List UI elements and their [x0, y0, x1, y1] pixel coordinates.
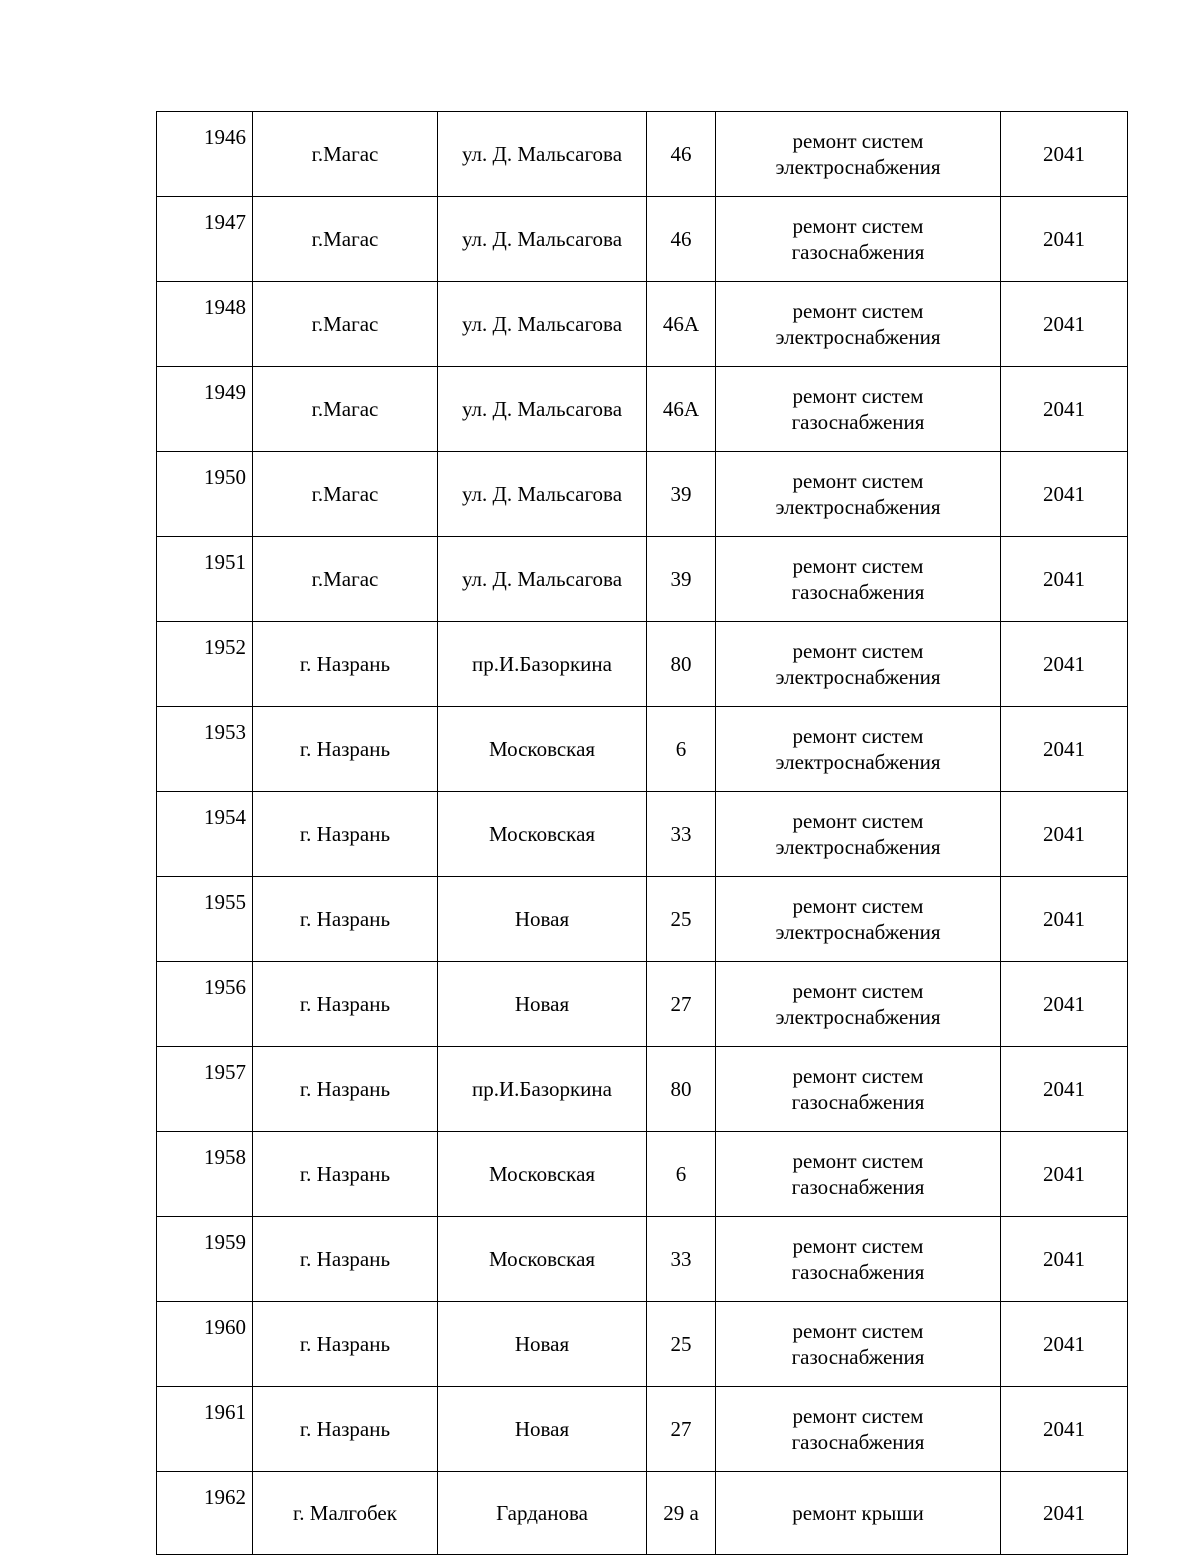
house-number-cell: 33	[647, 792, 716, 877]
table-row	[157, 1047, 1128, 1132]
city-cell: г. Назрань	[253, 1047, 438, 1132]
street-cell: Московская	[438, 707, 647, 792]
work-type-cell	[716, 112, 1001, 197]
street-cell: Новая	[438, 962, 647, 1047]
house-number-cell: 46А	[647, 282, 716, 367]
city-cell: г. Назрань	[253, 1302, 438, 1387]
work-type-cell	[716, 367, 1001, 452]
row-number-cell: 1953	[157, 707, 253, 792]
house-number-cell: 33	[647, 1217, 716, 1302]
street-cell: Московская	[438, 1217, 647, 1302]
row-number-cell: 1956	[157, 962, 253, 1047]
repair-schedule-table	[156, 111, 1128, 1555]
table-row	[157, 877, 1128, 962]
house-number-cell: 27	[647, 962, 716, 1047]
year-cell: 2041	[1001, 367, 1128, 452]
work-type-line: электроснабжения	[775, 750, 941, 774]
table-row	[157, 1387, 1128, 1472]
city-cell: г. Назрань	[253, 962, 438, 1047]
year-cell: 2041	[1001, 877, 1128, 962]
city-cell: г.Магас	[253, 282, 438, 367]
row-number-cell: 1961	[157, 1387, 253, 1472]
house-number-cell: 27	[647, 1387, 716, 1472]
work-type-line: ремонт систем	[792, 214, 924, 238]
work-type-line: газоснабжения	[791, 1345, 925, 1369]
work-type-cell	[716, 452, 1001, 537]
row-number-cell: 1949	[157, 367, 253, 452]
street-cell: ул. Д. Мальсагова	[438, 452, 647, 537]
work-type-cell	[716, 1472, 1001, 1555]
house-number-cell: 6	[647, 707, 716, 792]
work-type-line: ремонт систем	[792, 469, 924, 493]
work-type-line: электроснабжения	[775, 495, 941, 519]
city-cell: г. Назрань	[253, 877, 438, 962]
house-number-cell: 25	[647, 1302, 716, 1387]
work-type-cell	[716, 1047, 1001, 1132]
work-type-line: газоснабжения	[791, 410, 925, 434]
table-row	[157, 792, 1128, 877]
work-type-line: электроснабжения	[775, 325, 941, 349]
work-type-line: ремонт систем	[792, 1234, 924, 1258]
year-cell: 2041	[1001, 1047, 1128, 1132]
work-type-line: ремонт систем	[792, 809, 924, 833]
work-type-line: электроснабжения	[775, 155, 941, 179]
work-type-line: ремонт систем	[792, 554, 924, 578]
table-row	[157, 112, 1128, 197]
year-cell: 2041	[1001, 1132, 1128, 1217]
work-type-line: электроснабжения	[775, 665, 941, 689]
work-type-line: ремонт систем	[792, 384, 924, 408]
house-number-cell: 25	[647, 877, 716, 962]
work-type-line: ремонт систем	[792, 1319, 924, 1343]
work-type-line: ремонт систем	[792, 979, 924, 1003]
year-cell: 2041	[1001, 1302, 1128, 1387]
year-cell: 2041	[1001, 622, 1128, 707]
work-type-line: газоснабжения	[791, 1260, 925, 1284]
work-type-line: газоснабжения	[791, 240, 925, 264]
house-number-cell: 39	[647, 537, 716, 622]
city-cell: г. Назрань	[253, 792, 438, 877]
table-row	[157, 707, 1128, 792]
work-type-cell	[716, 1387, 1001, 1472]
house-number-cell: 39	[647, 452, 716, 537]
year-cell: 2041	[1001, 282, 1128, 367]
row-number-cell: 1951	[157, 537, 253, 622]
city-cell: г. Назрань	[253, 1132, 438, 1217]
work-type-line: газоснабжения	[791, 1430, 925, 1454]
house-number-cell: 6	[647, 1132, 716, 1217]
work-type-line: ремонт систем	[792, 1149, 924, 1173]
work-type-line: газоснабжения	[791, 580, 925, 604]
work-type-line: ремонт систем	[792, 1404, 924, 1428]
work-type-cell	[716, 962, 1001, 1047]
work-type-line: газоснабжения	[791, 1175, 925, 1199]
table-row	[157, 1472, 1128, 1555]
street-cell: Новая	[438, 1302, 647, 1387]
year-cell: 2041	[1001, 792, 1128, 877]
city-cell: г. Назрань	[253, 1217, 438, 1302]
house-number-cell: 46	[647, 197, 716, 282]
year-cell: 2041	[1001, 1472, 1128, 1555]
street-cell: Новая	[438, 877, 647, 962]
street-cell: Новая	[438, 1387, 647, 1472]
work-type-cell	[716, 197, 1001, 282]
table-row	[157, 962, 1128, 1047]
table-row	[157, 197, 1128, 282]
work-type-cell	[716, 792, 1001, 877]
work-type-line: ремонт систем	[792, 129, 924, 153]
street-cell: Московская	[438, 1132, 647, 1217]
row-number-cell: 1954	[157, 792, 253, 877]
work-type-cell	[716, 707, 1001, 792]
table-row	[157, 452, 1128, 537]
street-cell: пр.И.Базоркина	[438, 622, 647, 707]
row-number-cell: 1952	[157, 622, 253, 707]
row-number-cell: 1946	[157, 112, 253, 197]
house-number-cell: 46А	[647, 367, 716, 452]
street-cell: Московская	[438, 792, 647, 877]
work-type-cell	[716, 877, 1001, 962]
row-number-cell: 1959	[157, 1217, 253, 1302]
year-cell: 2041	[1001, 1387, 1128, 1472]
table-row	[157, 622, 1128, 707]
work-type-line: электроснабжения	[775, 920, 941, 944]
work-type-line: электроснабжения	[775, 835, 941, 859]
street-cell: ул. Д. Мальсагова	[438, 537, 647, 622]
work-type-line: ремонт систем	[792, 1064, 924, 1088]
year-cell: 2041	[1001, 1217, 1128, 1302]
year-cell: 2041	[1001, 707, 1128, 792]
row-number-cell: 1950	[157, 452, 253, 537]
work-type-line: ремонт систем	[792, 724, 924, 748]
work-type-cell	[716, 1302, 1001, 1387]
house-number-cell: 46	[647, 112, 716, 197]
city-cell: г.Магас	[253, 367, 438, 452]
work-type-line: ремонт систем	[792, 639, 924, 663]
table-row	[157, 537, 1128, 622]
work-type-cell	[716, 1132, 1001, 1217]
city-cell: г.Магас	[253, 452, 438, 537]
year-cell: 2041	[1001, 197, 1128, 282]
city-cell: г.Магас	[253, 537, 438, 622]
row-number-cell: 1958	[157, 1132, 253, 1217]
street-cell: ул. Д. Мальсагова	[438, 282, 647, 367]
table-row	[157, 282, 1128, 367]
city-cell: г.Магас	[253, 112, 438, 197]
table-row	[157, 1217, 1128, 1302]
street-cell: ул. Д. Мальсагова	[438, 367, 647, 452]
city-cell: г. Назрань	[253, 707, 438, 792]
city-cell: г.Магас	[253, 197, 438, 282]
work-type-cell	[716, 622, 1001, 707]
row-number-cell: 1960	[157, 1302, 253, 1387]
street-cell: ул. Д. Мальсагова	[438, 197, 647, 282]
house-number-cell: 80	[647, 1047, 716, 1132]
work-type-line: ремонт систем	[792, 299, 924, 323]
work-type-cell	[716, 537, 1001, 622]
city-cell: г. Малгобек	[253, 1472, 438, 1555]
house-number-cell: 29 а	[647, 1472, 716, 1555]
work-type-line: ремонт систем	[792, 894, 924, 918]
work-type-line: электроснабжения	[775, 1005, 941, 1029]
city-cell: г. Назрань	[253, 1387, 438, 1472]
row-number-cell: 1947	[157, 197, 253, 282]
table-row	[157, 1302, 1128, 1387]
row-number-cell: 1955	[157, 877, 253, 962]
year-cell: 2041	[1001, 537, 1128, 622]
table-body	[157, 112, 1128, 1555]
house-number-cell: 80	[647, 622, 716, 707]
work-type-line: газоснабжения	[791, 1090, 925, 1114]
work-type-line: ремонт крыши	[792, 1501, 924, 1525]
table-row	[157, 1132, 1128, 1217]
year-cell: 2041	[1001, 962, 1128, 1047]
row-number-cell: 1957	[157, 1047, 253, 1132]
street-cell: ул. Д. Мальсагова	[438, 112, 647, 197]
table-row	[157, 367, 1128, 452]
street-cell: пр.И.Базоркина	[438, 1047, 647, 1132]
year-cell: 2041	[1001, 112, 1128, 197]
row-number-cell: 1948	[157, 282, 253, 367]
work-type-cell	[716, 1217, 1001, 1302]
row-number-cell: 1962	[157, 1472, 253, 1555]
street-cell: Гарданова	[438, 1472, 647, 1555]
city-cell: г. Назрань	[253, 622, 438, 707]
year-cell: 2041	[1001, 452, 1128, 537]
work-type-cell	[716, 282, 1001, 367]
